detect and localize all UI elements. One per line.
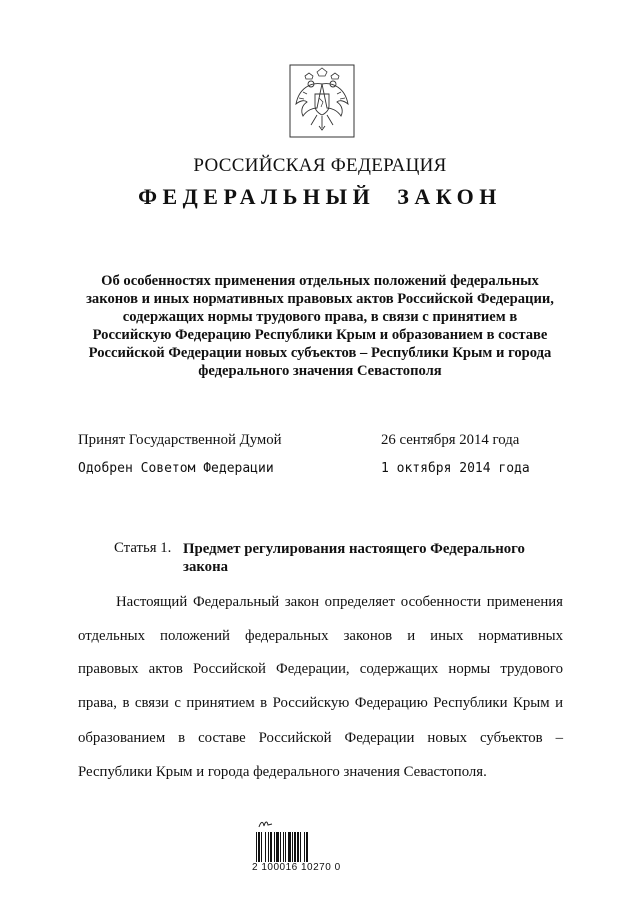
council-approval-label: Одобрен Советом Федерации xyxy=(78,461,274,476)
article-number: Статья 1. xyxy=(114,540,172,556)
barcode-bar xyxy=(261,832,262,862)
russian-coat-of-arms-icon xyxy=(289,64,355,138)
barcode-bar xyxy=(283,832,284,862)
article-title-line: Предмет регулирования настоящего Федерального xyxy=(183,541,525,557)
law-title xyxy=(70,272,570,380)
article-body-line: отдельных положений федеральных законов и иных нормативных xyxy=(78,628,563,644)
article-title xyxy=(183,540,543,576)
barcode-bar xyxy=(288,832,291,862)
document-type-word: ЗАКОН xyxy=(397,184,502,209)
barcode-bar xyxy=(285,832,286,862)
article-body-line: Республики Крым и города федерального значения Севастополя. xyxy=(78,764,487,780)
council-approval-date: 1 октября 2014 года xyxy=(381,461,530,476)
barcode-bar xyxy=(280,832,281,862)
barcode-bar xyxy=(265,832,266,862)
article-body-line: образованием в составе Российской Федерации новых субъектов – xyxy=(78,730,563,746)
law-title-line: законов и иных нормативных правовых актов Российской Федерации, xyxy=(86,291,554,307)
barcode-bar xyxy=(297,832,299,862)
law-title-line: федерального значения Севастополя xyxy=(198,363,442,379)
country-name: РОССИЙСКАЯ ФЕДЕРАЦИЯ xyxy=(193,155,447,176)
article-title-line: закона xyxy=(183,559,228,575)
barcode-bar xyxy=(294,832,296,862)
barcode-bar xyxy=(292,832,293,862)
document-type xyxy=(0,184,640,210)
barcode-bar xyxy=(258,832,260,862)
barcode-bar xyxy=(270,832,272,862)
duma-adoption-label: Принят Государственной Думой xyxy=(78,432,282,448)
signature-mark xyxy=(258,818,274,830)
barcode-bar xyxy=(274,832,275,862)
duma-adoption-date: 26 сентября 2014 года xyxy=(381,432,520,448)
barcode-number: 2 100016 10270 0 xyxy=(252,862,341,873)
barcode-bar xyxy=(276,832,279,862)
document-type-word: ФЕДЕРАЛЬНЫЙ xyxy=(138,184,376,209)
law-title-line: Российской Федерации новых субъектов – Республики Крым и города xyxy=(88,345,552,361)
barcode-bar xyxy=(306,832,308,862)
article-body-line: права, в связи с принятием в Российскую Федерацию Республики Крым и xyxy=(78,695,563,711)
barcode-bar xyxy=(268,832,269,862)
barcode xyxy=(255,832,333,862)
law-title-line: Российскую Федерацию Республики Крым и образованием в составе xyxy=(92,327,548,343)
article-body-line: Настоящий Федеральный закон определяет особенности применения xyxy=(116,594,563,610)
law-title-line: содержащих нормы трудового права, в связи с принятием в xyxy=(122,309,518,325)
barcode-bar xyxy=(304,832,305,862)
article-body-line: правовых актов Российской Федерации, содержащих нормы трудового xyxy=(78,661,563,677)
barcode-bar xyxy=(256,832,257,862)
barcode-bar xyxy=(300,832,301,862)
law-title-line: Об особенностях применения отдельных положений федеральных xyxy=(101,273,539,289)
